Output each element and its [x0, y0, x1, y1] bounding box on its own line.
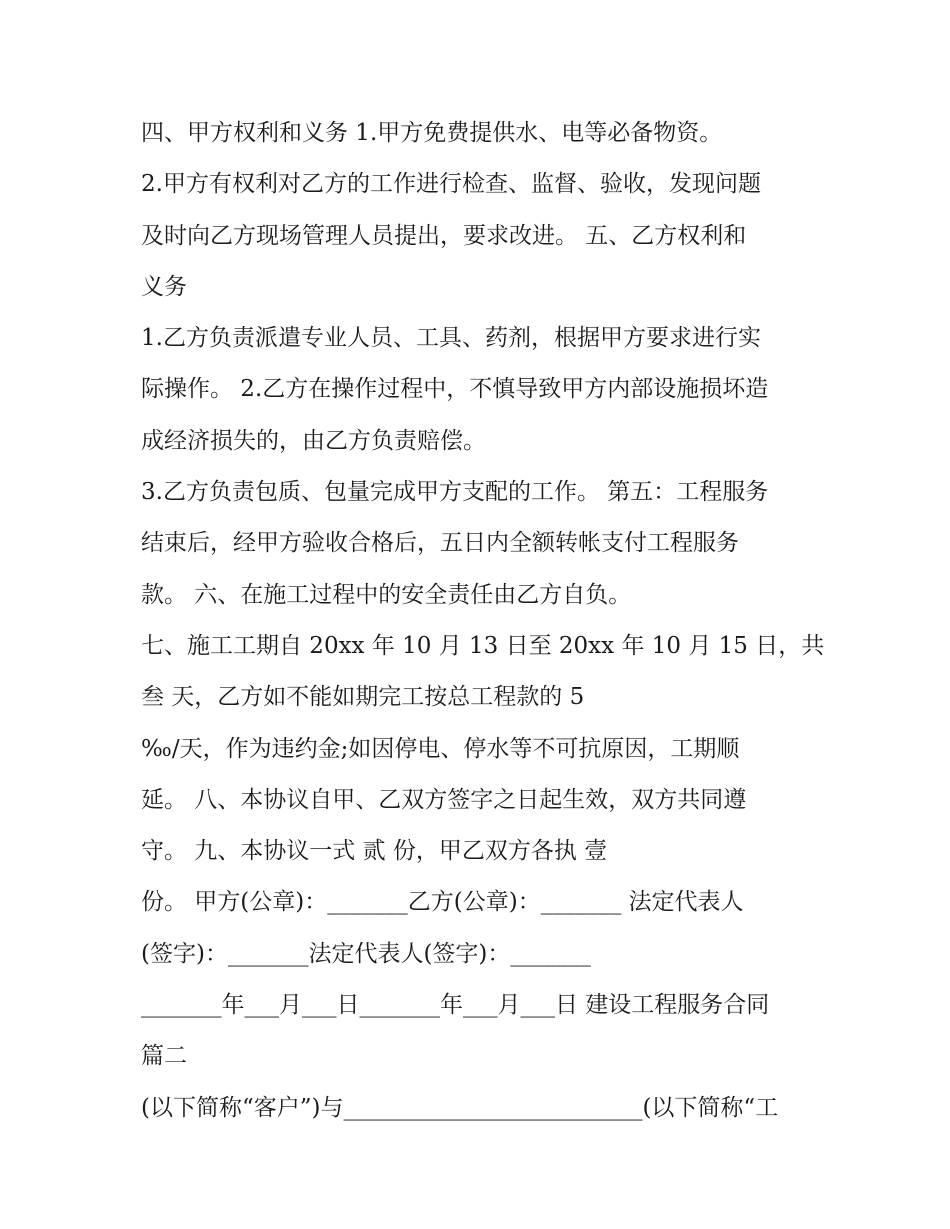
text-line: 叁 天，乙方如不能如期完工按总工程款的 5 [141, 684, 585, 711]
text-line: 际操作。 2.乙方在操作过程中，不慎导致甲方内部设施损坏造 [141, 376, 769, 403]
text-line: 3.乙方负责包质、包量完成甲方支配的工作。 第五：工程服务 [141, 479, 769, 506]
text-line: 结束后，经甲方验收合格后，五日内全额转帐支付工程服务 [141, 530, 739, 557]
text-line: 义务 [141, 273, 187, 300]
signature-line: 份。 甲方(公章)：_______乙方(公章)：_______ 法定代表人 [141, 889, 744, 916]
text-line: (以下简称“客户”)与__________________________(以下简称“工 [141, 1094, 779, 1121]
text-line: 款。 六、在施工过程中的安全责任由乙方自负。 [141, 581, 632, 608]
text-line: 及时向乙方现场管理人员提出，要求改进。 五、乙方权利和 [141, 222, 747, 249]
text-line: 延。 八、本协议自甲、乙双方签字之日起生效，双方共同遵 [141, 786, 747, 813]
text-line: 七、施工工期自 20xx 年 10 月 13 日至 20xx 年 10 月 15 日，共 [141, 632, 825, 659]
text-line: 2.甲方有权利对乙方的工作进行检查、监督、验收，发现问题 [141, 171, 761, 198]
text-line: 守。 九、本协议一式 贰 份，甲乙双方各执 壹 [141, 838, 608, 865]
text-line: 1.乙方负责派遣专业人员、工具、药剂，根据甲方要求进行实 [141, 325, 761, 352]
text-line: ‰/天，作为违约金;如因停电、停水等不可抗原因，工期顺 [141, 735, 740, 762]
section-heading: 篇二 [141, 1043, 187, 1070]
signature-line: (签字)：_______法定代表人(签字)：_______ [141, 940, 591, 967]
text-line: 成经济损失的，由乙方负责赔偿。 [141, 427, 486, 454]
text-line: 四、甲方权利和义务 1.甲方免费提供水、电等必备物资。 [141, 120, 723, 146]
date-line: _______年___月___日_______年___月___日 建设工程服务合同 [141, 992, 770, 1019]
contract-text-body [141, 108, 825, 1134]
